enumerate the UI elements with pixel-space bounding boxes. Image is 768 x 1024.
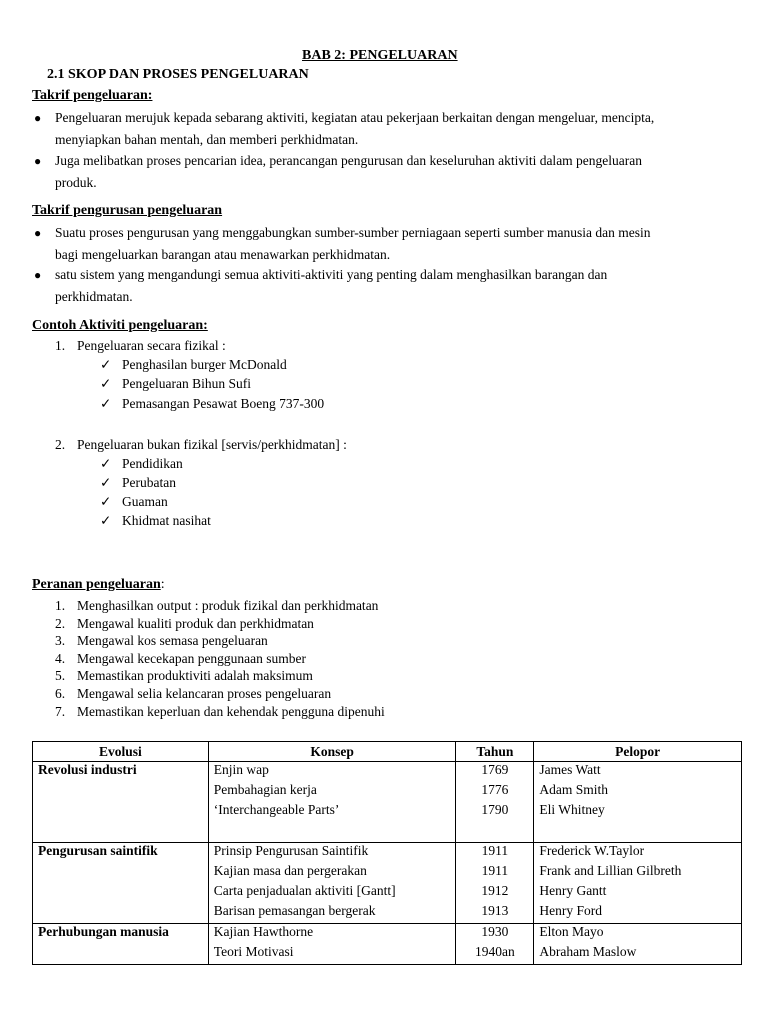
list-item: 1. Pengeluaran secara fizikal : bbox=[55, 338, 226, 353]
table-row bbox=[33, 863, 742, 883]
konsep-cell: Prinsip Pengurusan Saintifik bbox=[208, 843, 456, 864]
konsep-cell: Barisan pemasangan bergerak bbox=[208, 903, 456, 924]
evolusi-table bbox=[32, 741, 742, 965]
pelopor-cell: Elton Mayo bbox=[534, 924, 742, 945]
table-row bbox=[33, 944, 742, 965]
pelopor-cell: James Watt bbox=[534, 762, 742, 783]
item-text: Mengawal kecekapan penggunaan sumber bbox=[77, 650, 307, 666]
peranan-item bbox=[55, 651, 306, 667]
peranan-item bbox=[55, 686, 331, 702]
header-evolusi: Evolusi bbox=[33, 742, 209, 762]
item-number: 6. bbox=[55, 686, 66, 701]
table-row bbox=[33, 802, 742, 822]
checklist-item: ✓ Pendidikan bbox=[100, 456, 183, 471]
checklist-item: ✓ Perubatan bbox=[100, 475, 176, 490]
konsep-cell: Teori Motivasi bbox=[208, 944, 456, 965]
bullet-icon: ● bbox=[34, 268, 42, 282]
peranan-item bbox=[55, 633, 268, 649]
list-item: 2. Pengeluaran bukan fizikal [servis/perkhidmatan] : bbox=[55, 437, 347, 452]
item-text: Memastikan produktiviti adalah maksimum bbox=[77, 668, 313, 684]
peranan-item bbox=[55, 598, 378, 614]
peranan-item bbox=[55, 704, 385, 720]
table-row bbox=[33, 903, 742, 924]
page-title: BAB 2: PENGELUARAN bbox=[302, 48, 458, 63]
checklist-item: ✓ Pengeluaran Bihun Sufi bbox=[100, 376, 251, 391]
table-row-spacer bbox=[33, 822, 742, 843]
konsep-cell: Kajian Hawthorne bbox=[208, 924, 456, 945]
tahun-cell: 1912 bbox=[456, 883, 534, 903]
checkmark-icon: ✓ bbox=[100, 475, 112, 490]
peranan-item bbox=[55, 616, 314, 632]
tahun-cell: 1911 bbox=[456, 843, 534, 864]
item-text: Menghasilkan output : produk fizikal dan perkhidmatan bbox=[77, 598, 379, 613]
item-text: Mengawal kos semasa pengeluaran bbox=[77, 633, 268, 649]
checkmark-icon: ✓ bbox=[100, 396, 112, 411]
tahun-cell: 1930 bbox=[456, 924, 534, 945]
bullet-paragraph: Suatu proses pengurusan yang menggabungkan sumber-sumber perniagaan seperti sumber manusia dan mesin bagi mengeluarkan barangan atau menawarkan perkhidmatan. bbox=[55, 225, 651, 262]
item-number: 3. bbox=[55, 633, 66, 649]
takrif-pengeluaran-heading: Takrif pengeluaran: bbox=[32, 88, 153, 103]
konsep-cell: Kajian masa dan pergerakan bbox=[208, 863, 456, 883]
konsep-cell: Pembahagian kerja bbox=[208, 782, 456, 802]
checklist-item: ✓ Pemasangan Pesawat Boeng 737-300 bbox=[100, 396, 325, 411]
konsep-cell: Carta penjadualan aktiviti [Gantt] bbox=[208, 883, 456, 903]
bullet-paragraph: satu sistem yang mengandungi semua aktiviti-aktiviti yang penting dalam menghasilkan barangan dan perkhidmatan. bbox=[55, 267, 608, 304]
table-row bbox=[33, 843, 742, 864]
evolusi-cell bbox=[33, 782, 209, 802]
evolusi-cell bbox=[33, 863, 209, 883]
checklist-item: ✓ Penghasilan burger McDonald bbox=[100, 357, 287, 372]
pelopor-cell: Abraham Maslow bbox=[534, 944, 742, 965]
table-row bbox=[33, 782, 742, 802]
evolusi-cell: Revolusi industri bbox=[33, 762, 209, 783]
item-text: Mengawal kualiti produk dan perkhidmatan bbox=[77, 615, 314, 631]
header-tahun: Tahun bbox=[456, 742, 534, 762]
evolusi-cell bbox=[33, 903, 209, 924]
bullet-icon: ● bbox=[34, 226, 42, 240]
checklist-item: ✓ Guaman bbox=[100, 494, 168, 509]
takrif-pengurusan-heading: Takrif pengurusan pengeluaran bbox=[32, 203, 223, 218]
item-number: 7. bbox=[55, 703, 66, 719]
evolusi-cell: Pengurusan saintifik bbox=[33, 843, 209, 864]
peranan-heading: Peranan pengeluaran: bbox=[32, 577, 165, 592]
item-number: 5. bbox=[55, 668, 66, 684]
checkmark-icon: ✓ bbox=[100, 513, 112, 528]
table-row bbox=[33, 883, 742, 903]
header-konsep: Konsep bbox=[208, 742, 456, 762]
item-number: 4. bbox=[55, 650, 66, 666]
tahun-cell: 1776 bbox=[456, 782, 534, 802]
bullet-icon: ● bbox=[34, 111, 42, 125]
pelopor-cell: Adam Smith bbox=[534, 782, 742, 802]
konsep-cell: Enjin wap bbox=[208, 762, 456, 783]
item-text: Memastikan keperluan dan kehendak pengguna dipenuhi bbox=[77, 703, 385, 719]
evolusi-cell bbox=[33, 883, 209, 903]
pelopor-cell: Henry Gantt bbox=[534, 883, 742, 903]
item-text: Mengawal selia kelancaran proses pengeluaran bbox=[77, 686, 332, 701]
table-row bbox=[33, 924, 742, 945]
checkmark-icon: ✓ bbox=[100, 456, 112, 471]
tahun-cell: 1769 bbox=[456, 762, 534, 783]
evolusi-cell bbox=[33, 944, 209, 965]
item-number: 1. bbox=[55, 598, 66, 613]
tahun-cell: 1790 bbox=[456, 802, 534, 822]
checkmark-icon: ✓ bbox=[100, 494, 112, 509]
contoh-heading: Contoh Aktiviti pengeluaran: bbox=[32, 318, 208, 333]
item-number: 2. bbox=[55, 615, 66, 631]
table-row bbox=[33, 762, 742, 783]
evolusi-cell bbox=[33, 802, 209, 822]
bullet-icon: ● bbox=[34, 154, 42, 168]
konsep-cell: ‘Interchangeable Parts’ bbox=[208, 802, 456, 822]
pelopor-cell: Eli Whitney bbox=[534, 802, 742, 822]
pelopor-cell: Henry Ford bbox=[534, 903, 742, 924]
bullet-paragraph: Juga melibatkan proses pencarian idea, perancangan pengurusan dan keseluruhan aktiviti dalam pengeluaran produk. bbox=[55, 153, 643, 190]
checkmark-icon: ✓ bbox=[100, 376, 112, 391]
evolusi-cell: Perhubungan manusia bbox=[33, 924, 209, 945]
tahun-cell: 1940an bbox=[456, 944, 534, 965]
checklist-item: ✓ Khidmat nasihat bbox=[100, 513, 211, 528]
tahun-cell: 1913 bbox=[456, 903, 534, 924]
section-heading: 2.1 SKOP DAN PROSES PENGELUARAN bbox=[47, 67, 309, 82]
checkmark-icon: ✓ bbox=[100, 357, 112, 372]
pelopor-cell: Frederick W.Taylor bbox=[534, 843, 742, 864]
pelopor-cell: Frank and Lillian Gilbreth bbox=[534, 863, 742, 883]
peranan-item bbox=[55, 668, 313, 684]
tahun-cell: 1911 bbox=[456, 863, 534, 883]
table-header-row bbox=[33, 742, 742, 762]
bullet-paragraph: Pengeluaran merujuk kepada sebarang aktiviti, kegiatan atau pekerjaan berkaitan dengan mengeluar, mencipta, menyiapkan bahan mentah, dan memberi perkhidmatan. bbox=[55, 110, 655, 147]
header-pelopor: Pelopor bbox=[534, 742, 742, 762]
